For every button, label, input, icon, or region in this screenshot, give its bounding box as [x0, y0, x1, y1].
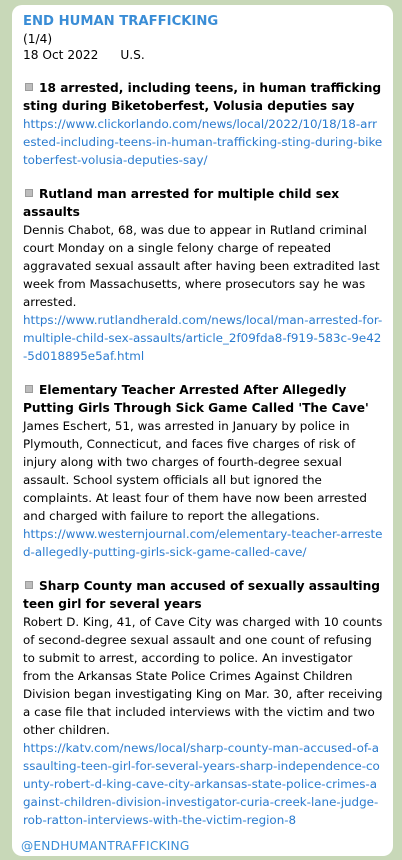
post-date-line — [23, 47, 383, 63]
news-item-link[interactable]: https://www.clickorlando.com/news/local/2022/10/18/18-arrested-including-teens-in-human-trafficking-sting-during-biketoberfest-volusia-deputies-say/ — [23, 117, 383, 167]
square-bullet-icon — [25, 385, 33, 393]
news-item-title: 18 arrested, including teens, in human trafficking sting during Biketoberfest, Volusia deputies say — [23, 81, 382, 113]
post-location: U.S. — [120, 48, 145, 62]
news-item — [23, 185, 383, 365]
news-item-link[interactable]: https://www.westernjournal.com/elementary-teacher-arrested-allegedly-putting-girls-sick-game-called-cave/ — [23, 527, 383, 559]
square-bullet-icon — [25, 83, 33, 91]
news-item — [23, 381, 383, 561]
news-item-summary: Robert D. King, 41, of Cave City was charged with 10 counts of second-degree sexual assault and one count of refusing to submit to arrest, according to police. An investigator from the Arkansas State Police Crimes Against Children Division began investigating King on Mar. 30, after receiving a case file that included interviews with the victim and two other children. — [23, 615, 383, 737]
news-item — [23, 79, 383, 169]
news-item-title: Rutland man arrested for multiple child sex assaults — [23, 187, 340, 219]
news-item-link[interactable]: https://www.rutlandherald.com/news/local/man-arrested-for-multiple-child-sex-assaults/article_2f09fda8-f919-583c-9e42-5d018895e5af.html — [23, 313, 383, 363]
news-item-summary: James Eschert, 51, was arrested in January by police in Plymouth, Connecticut, and faces five charges of risk of injury along with two charges of fourth-degree sexual assault. School system officials all but ignored the complaints. At least four of them have now been arrested and charged with failure to report the allegations. — [23, 419, 367, 523]
message-bubble — [12, 5, 393, 856]
channel-name[interactable]: END HUMAN TRAFFICKING — [23, 14, 219, 29]
square-bullet-icon — [25, 189, 33, 197]
news-item — [23, 577, 383, 829]
news-item-summary: Dennis Chabot, 68, was due to appear in Rutland criminal court Monday on a single felony charge of repeated aggravated sexual assault after having been extradited last week from Massachusetts, where prosecutors say he was arrested. — [23, 223, 380, 309]
news-item-title: Elementary Teacher Arrested After Allegedly Putting Girls Through Sick Game Called 'The Cave' — [23, 383, 369, 415]
channel-handle-link[interactable]: @ENDHUMANTRAFFICKING — [21, 839, 190, 853]
news-item-title: Sharp County man accused of sexually assaulting teen girl for several years — [23, 579, 380, 611]
square-bullet-icon — [25, 581, 33, 589]
post-part: (1/4) — [23, 32, 53, 46]
news-item-link[interactable]: https://katv.com/news/local/sharp-county-man-accused-of-assaulting-teen-girl-for-several-years-sharp-independence-county-robert-d-king-cave-city-arkansas-state-police-crimes-against-children-division-investigator-curia-creek-lane-judge-rob-ratton-interviews-with-the-victim-region-8 — [23, 741, 380, 827]
post-date: 18 Oct 2022 — [23, 48, 99, 62]
